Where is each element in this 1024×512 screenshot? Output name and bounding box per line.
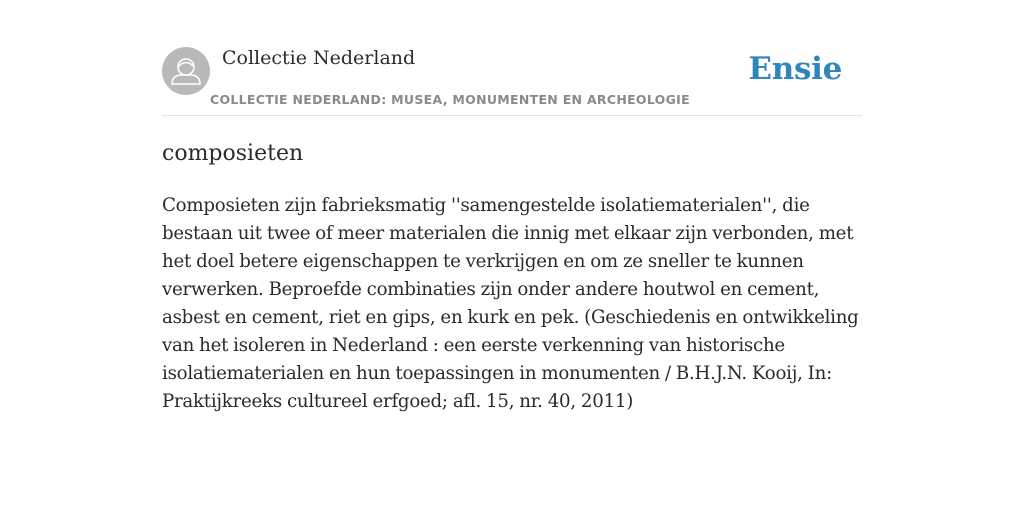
entry-header — [162, 0, 862, 116]
site-logo[interactable]: Ensie — [748, 51, 842, 87]
entry-definition: Composieten zijn fabrieksmatig ''samengestelde isolatiematerialen'', die bestaan uit twee of meer materialen die innig met elkaar zijn verbonden, met het doel betere eigenschappen te verkrijgen en om ze sneller te kunnen verwerken. Beproefde combinaties zijn onder andere houtwol en cement, asbest en cement, riet en gips, en kurk en pek. (Geschiedenis en ontwikkeling van het isoleren in Nederland : een eerste verkenning van historische isolatiematerialen en hun toepassingen in monumenten / B.H.J.N. Kooij, In: Praktijkreeks cultureel erfgoed; afl. 15, nr. 40, 2011) — [162, 195, 859, 412]
page — [162, 0, 862, 512]
author-name[interactable]: Collectie Nederland — [222, 47, 416, 69]
author-avatar[interactable] — [162, 47, 210, 95]
collection-name[interactable]: COLLECTIE NEDERLAND: MUSEA, MONUMENTEN EN ARCHEOLOGIE — [210, 92, 690, 107]
user-icon — [162, 47, 210, 95]
entry-term: composieten — [162, 141, 304, 166]
